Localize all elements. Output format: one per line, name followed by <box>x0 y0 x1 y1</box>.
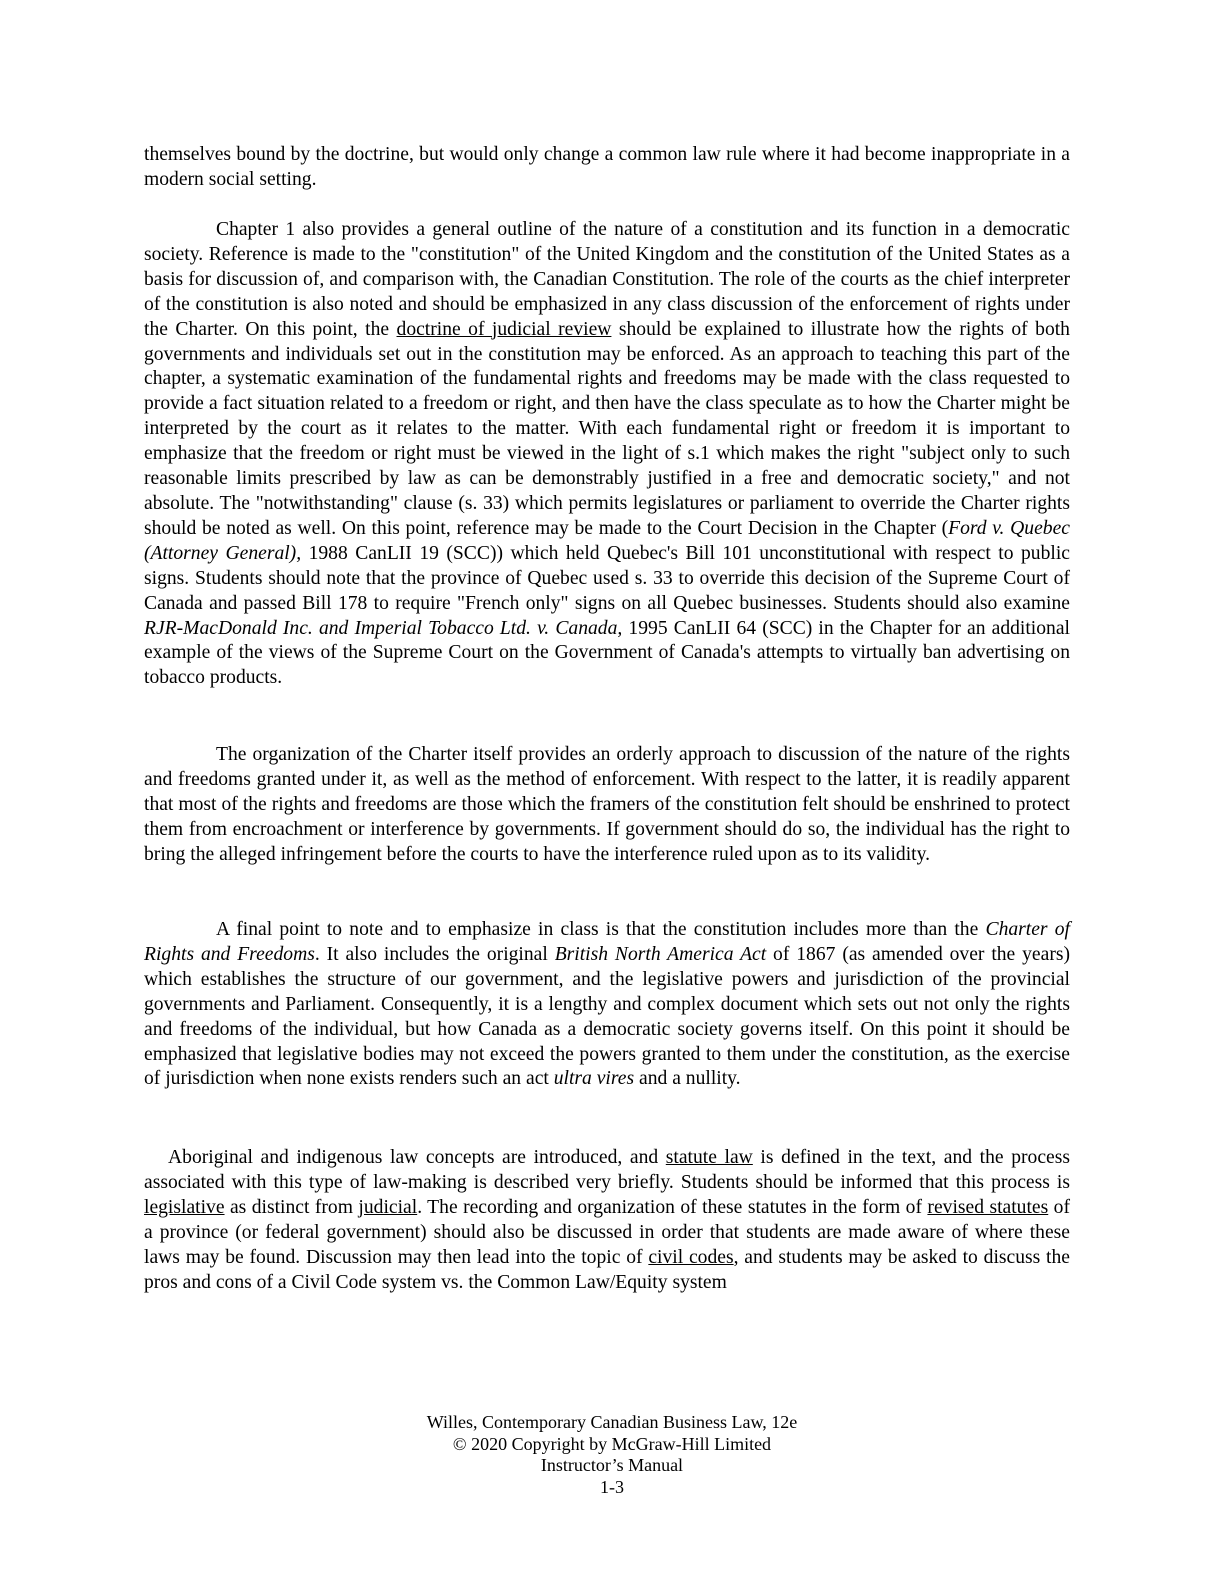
footer-page-number: 1-3 <box>600 1476 624 1497</box>
page-footer <box>0 1412 1224 1498</box>
paragraph-text: and a nullity. <box>634 1068 741 1090</box>
underlined-term: statute law <box>665 1147 753 1168</box>
paragraph-text: 1995 CanLII 64 (SCC) in the Chapter for an additional example of the views of the Supreme Court on the Government of Canada's attempts to virtually ban advertising on tobacco products. <box>144 617 1070 689</box>
paragraph-text: The organization of the Charter itself provides an orderly approach to discussion of the nature of the rights and freedoms granted under it, as well as the method of enforcement. With respect to the latter, it is readily apparent that most of the rights and freedoms are those which the framers of the constitution felt should be enshrined to protect them from encroachment or interference by governments. If government should do so, the individual has the right to bring the alleged infringement before the courts to have the interference ruled upon as to its validity. <box>144 744 1070 865</box>
footer-manual-label: Instructor’s Manual <box>540 1455 684 1475</box>
paragraph-continuation <box>144 143 1070 193</box>
underlined-term: judicial <box>358 1196 418 1218</box>
paragraph-text: . The recording and organization of these statutes in the form of <box>417 1196 928 1218</box>
paragraph-text: Chapter 1 also provides a general outline of the nature of a constitution and its function in a democratic society. Reference is made to the "constitution" of the United Kingdom and the constitution of the United States as a basis for discussion of, and comparison with, the Canadian Constitution. The role of the courts as the chief interpreter of the constitution is also noted and should be emphasized in any class discussion of the enforcement of rights under the Charter. On this point, the <box>144 219 1070 340</box>
italic-title: British North America Act <box>554 943 767 965</box>
paragraph-text: Aboriginal and indigenous law concepts are introduced, and <box>168 1147 666 1168</box>
case-citation: Ford v. Quebec (Attorney General), <box>144 517 1070 564</box>
paragraph-text: themselves bound by the doctrine, but would only change a common law rule where it had become inappropriate in a modern social setting. <box>144 144 1070 190</box>
paragraph-text: of a province (or federal government) should also be discussed in order that students are made aware of where these laws may be found. Discussion may then lead into the topic of <box>144 1196 1071 1268</box>
paragraph-text: of 1867 (as amended over the years) which establishes the structure of our government, and the legislative powers and jurisdiction of the provincial governments and Parliament. Consequently, it is a lengthy and complex document which sets out not only the rights and freedoms of the individual, but how Canada as a democratic society governs itself. On this point it should be emphasized that legislative bodies may not exceed the powers granted to them under the constitution, as the exercise of jurisdiction when none exists renders such an act <box>144 943 1070 1090</box>
paragraph-text: . It also includes the original <box>314 943 555 965</box>
footer-book-title: Willes, Contemporary Canadian Business Law, 12e <box>426 1412 798 1432</box>
underlined-term: doctrine of judicial review <box>396 318 612 340</box>
paragraph-text: is defined in the text, and the process associated with this type of law-making is described very briefly. Students should be informed that this process is <box>144 1147 1070 1193</box>
paragraph-statute-law <box>144 1146 1070 1295</box>
underlined-term: revised statutes <box>927 1196 1049 1218</box>
paragraph-text: 1988 CanLII 19 (SCC)) which held Quebec's Bill 101 unconstitutional with respect to public signs. Students should note that the province of Quebec used s. 33 to override this decision of the Supreme Court of Canada and passed Bill 178 to require "French only" signs on all Quebec businesses. Students should also examine <box>144 542 1070 614</box>
italic-title: Charter of Rights and Freedoms <box>144 919 1070 965</box>
footer-copyright: © 2020 Copyright by McGraw-Hill Limited <box>452 1433 772 1454</box>
paragraph-text: should be explained to illustrate how the rights of both governments and individuals set out in the constitution may be enforced. As an approach to teaching this part of the chapter, a systematic examination of the fundamental rights and freedoms may be made with the class requested to provide a fact situation related to a freedom or right, and then have the class speculate as to how the Charter might be interpreted by the court as it relates to the matter. With each fundamental right or freedom it is important to emphasize that the freedom or right must be viewed in the light of s.1 which makes the right "subject only to such reasonable limits prescribed by law as can be demonstrably justified in a free and democratic society," and not absolute. The "notwithstanding" clause (s. 33) which permits legislatures or parliament to override the Charter rights should be noted as well. On this point, reference may be made to the Court Decision in the Chapter ( <box>144 318 1070 539</box>
underlined-term: legislative <box>144 1196 225 1218</box>
paragraph-text: as distinct from <box>224 1196 359 1218</box>
paragraph-text: A final point to note and to emphasize in class is that the constitution includes more than the <box>216 919 986 940</box>
underlined-term: civil codes <box>648 1246 734 1268</box>
case-citation: RJR-MacDonald Inc. and Imperial Tobacco Ltd. v. Canada, <box>144 617 623 639</box>
italic-term: ultra vires <box>553 1068 635 1090</box>
paragraph-final-point <box>144 918 1070 1092</box>
paragraph-text: , and students may be asked to discuss the pros and cons of a Civil Code system vs. the Common Law/Equity system <box>144 1246 1070 1293</box>
paragraph-constitution <box>144 218 1070 691</box>
paragraph-charter-organization <box>144 743 1070 868</box>
